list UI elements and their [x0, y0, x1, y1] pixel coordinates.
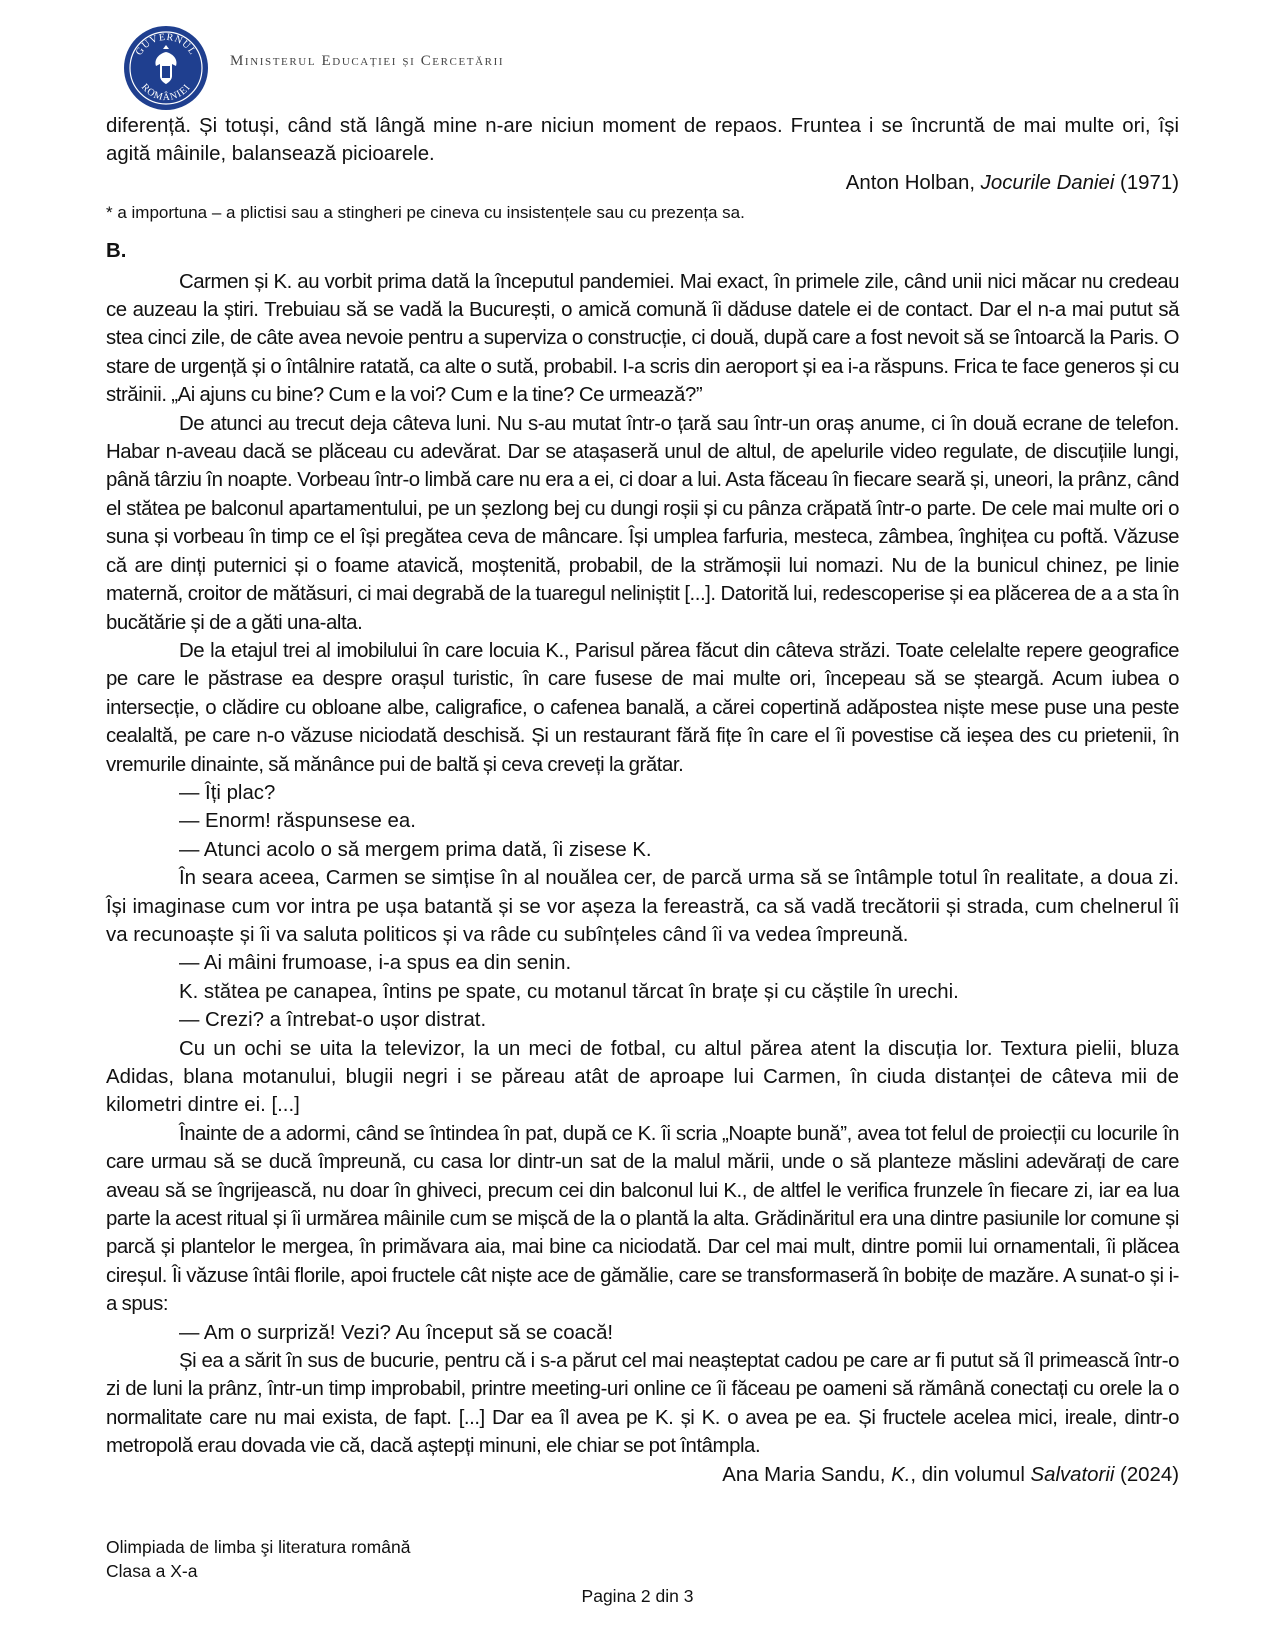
government-seal-logo — [122, 24, 210, 112]
dialogue-line: — Crezi? a întrebat-o ușor distrat. — [179, 1009, 487, 1032]
footnote: * a importuna – a plictisi sau a stingheri pe cineva cu insistențele sau cu prezența sa. — [106, 203, 745, 223]
passage-b-source: Ana Maria Sandu, K., din volumul Salvatorii (2024) — [722, 1463, 1179, 1486]
footer — [106, 1535, 410, 1583]
paragraph: Cu un ochi se uita la televizor, la un meci de fotbal, cu altul părea atent la discuția lor. Textura pielii, bluza Adidas, blana motanului, blugii negri i se păreau atât de aproape lui Carmen, în ciuda distanței de câteva mii de kilometri dintre ei. [...] — [106, 1037, 1179, 1117]
svg-text:GUVERNUL: GUVERNUL — [133, 31, 199, 58]
ministry-name: Ministerul Educației și Cercetării — [230, 53, 505, 69]
paragraph: Carmen și K. au vorbit prima dată la începutul pandemiei. Mai exact, în primele zile, când unii nici măcar nu credeau ce auzeau la știri. Trebuiau să se vadă la București, o amică comună îi dăduse datele ei de contact. Dar el n-a mai putut să stea cinci zile, de câte avea nevoie pentru a superviza o construcție, ci două, după care a fost nevoit să se întoarcă la Paris. O stare de urgență și o întâlnire ratată, ca alte o sută, probabil. I-a scris din aeroport și ea i-a răspuns. Frica te face generos și cu străinii. „Ai ajuns cu bine? Cum e la voi? Cum e la tine? Ce urmează?” — [106, 270, 1179, 407]
paragraph: În seara aceea, Carmen se simțise în al nouălea cer, de parcă urma să se întâmple totul în realitate, a doua zi. Își imaginase cum vor intra pe ușa batantă și se vor așeza la fereastră, ca să vadă trecătorii și strada, cum chelnerul îi va recunoaște și îi va saluta politicos și va râde cu subînțeles când îi va vedea împreună. — [106, 867, 1179, 946]
paragraph: De la etajul trei al imobilului în care locuia K., Parisul părea făcut din câteva străzi. Toate celelalte repere geografice pe care le păstrase ea despre orașul turistic, în care fusese de mai multe ori, începeau să se șteargă. Acum iubea o intersecție, o clădire cu obloane albe, caligrafice, o cafenea banală, a cărei copertină adăpostea niște mese puse una peste cealaltă, pe care n-o văzuse niciodată deschisă. Și un restaurant fără fițe în care el îi povestise că ieșea des cu prietenii, în vremurile dinainte, să mănânce pui de baltă și ceva creveți la grătar. — [106, 639, 1179, 776]
dialogue-line: — Am o surpriză! Vezi? Au început să se coacă! — [179, 1321, 614, 1344]
paragraph: Și ea a sărit în sus de bucurie, pentru că i s-a părut cel mai neașteptat cadou pe care ar fi putut să îl primească într-o zi de luni la prânz, într-un timp improbabil, printre meeting-uri online ce îi făceau pe oameni să rămână conectați cu orele la o normalitate care nu mai exista, de fapt. [...] Dar ea îl avea pe K. și K. o avea pe ea. Și fructele acelea mici, ireale, dintr-o metropolă erau dovada vie că, dacă aștepți minuni, ele chiar se pot întâmpla. — [106, 1350, 1179, 1458]
document-body — [106, 112, 1179, 1489]
dialogue-line: — Îți plac? — [179, 781, 276, 804]
page-number: Pagina 2 din 3 — [581, 1586, 694, 1606]
footer-class: Clasa a X-a — [106, 1561, 198, 1581]
dialogue-line: — Ai mâini frumoase, i-a spus ea din senin. — [179, 952, 572, 975]
passage-a-continuation: diferență. Și totuși, când stă lângă mine n-are niciun moment de repaos. Fruntea i se încruntă de mai multe ori, își agită mâinile, balansează picioarele. — [106, 115, 1179, 166]
footer-olympiad: Olimpiada de limba şi literatura română — [106, 1537, 411, 1557]
paragraph: K. stătea pe canapea, întins pe spate, cu motanul tărcat în brațe și cu căștile în urechi. — [179, 980, 959, 1003]
paragraph: Înainte de a adormi, când se întindea în pat, după ce K. îi scria „Noapte bună”, avea tot felul de proiecții cu locurile în care urmau să se ducă împreună, cu casa lor dintr-un sat de la malul mării, unde o să planteze măslini adevărați de care aveau să se îngrijească, nu doar în ghiveci, precum cei din balconul lui K., de altfel le verifica frunzele în fiecare zi, iar ea lua parte la acest ritual și îi urmărea mâinile cum se mișcă de la o plantă la alta. Grădinăritul era una dintre pasiunile lor comune și parcă și plantelor le mergea, în primăvara aia, mai bine ca niciodată. Dar cel mai mult, dintre pomii lui ornamentali, îi plăcea cireșul. Îi văzuse întâi florile, apoi fructele cât niște ace de gămălie, care se transformaseră în bobițe de mazăre. A sunat-o și i-a spus: — [106, 1122, 1179, 1316]
passage-a-source: Anton Holban, Jocurile Daniei (1971) — [845, 171, 1179, 194]
header — [122, 24, 822, 104]
dialogue-line: — Enorm! răspunsese ea. — [179, 810, 416, 833]
dialogue-line: — Atunci acolo o să mergem prima dată, îi zisese K. — [179, 838, 652, 861]
section-label-b: B. — [106, 240, 127, 263]
paragraph: De atunci au trecut deja câteva luni. Nu s-au mutat într-o țară sau într-un oraș anume, ci în două ecrane de telefon. Habar n-aveau dacă se plăceau cu adevărat. Dar se atașaseră unul de altul, de apelurile video regulate, de discuțiile lungi, până târziu în noapte. Vorbeau într-o limbă care nu era a ei, ci doar a lui. Asta făceau în fiecare seară și, uneori, la prânz, când el stătea pe balconul apartamentului, pe un șezlong bej cu dungi roșii și cu pânza crăpată într-o parte. De cele mai multe ori o suna și vorbeau în timp ce el își pregătea ceva de mâncare. Își umplea farfuria, mesteca, zâmbea, înghițea cu poftă. Văzuse că are dinți puternici și o foame atavică, moștenită, probabil, de la strămoșii lui nomazi. Nu de la bunicul chinez, pe linie maternă, croitor de mătăsuri, ci mai degrabă de la tuaregul neliniștit [...]. Datorită lui, redescoperise și ea plăcerea de a a sta în bucătărie și de a găti una-alta. — [106, 412, 1179, 634]
svg-text:ROMÂNIEI: ROMÂNIEI — [138, 81, 194, 104]
